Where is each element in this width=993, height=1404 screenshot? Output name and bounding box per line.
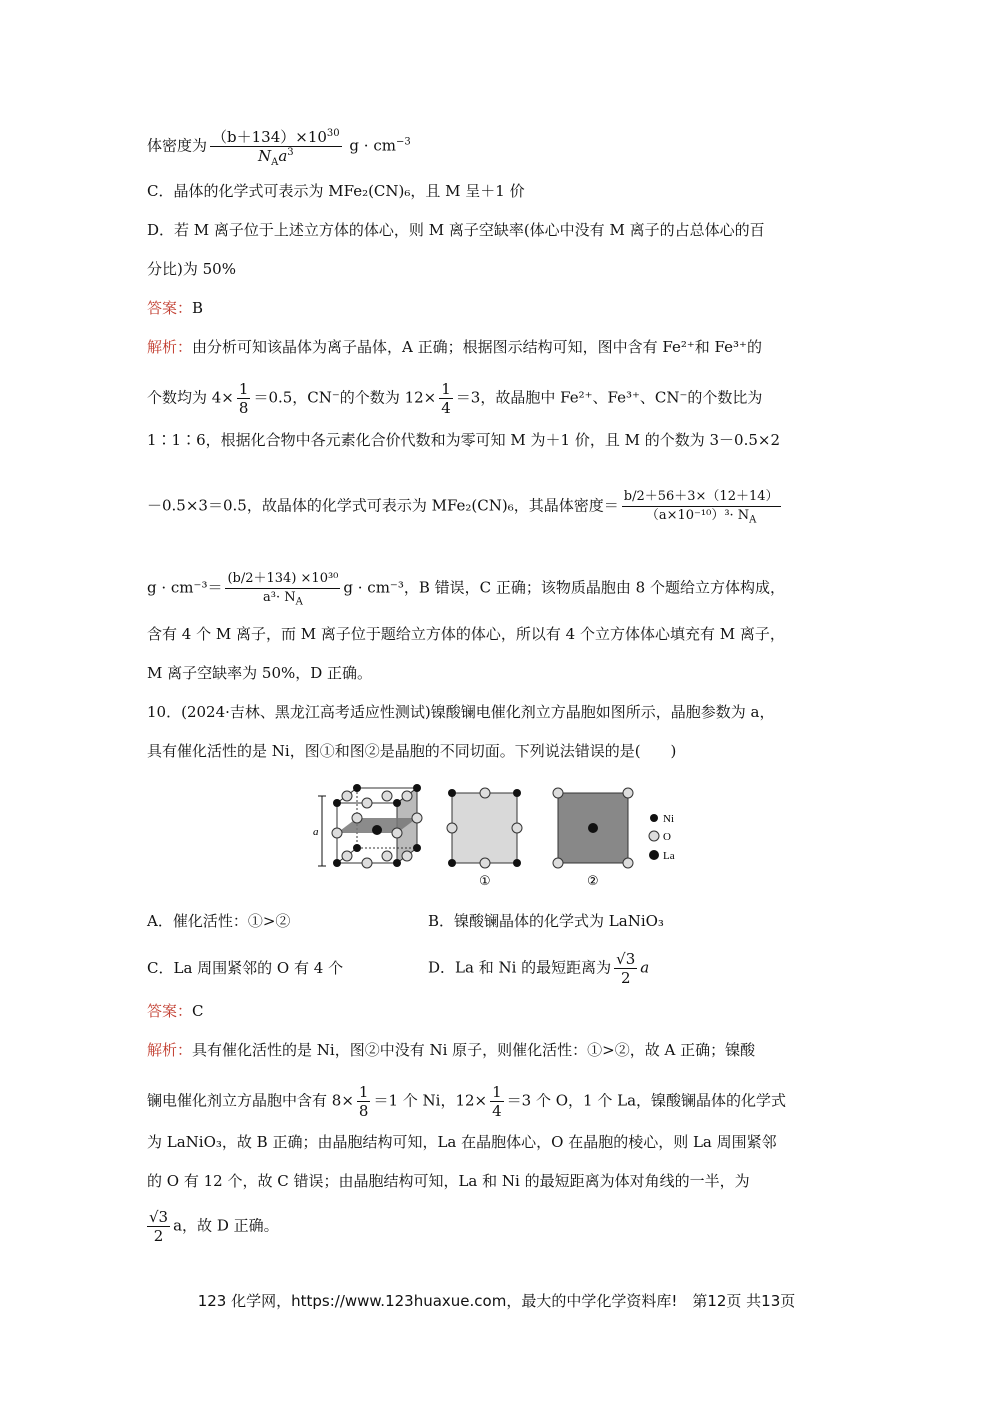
- option-c2: C．La 周围紧邻的 O 有 4 个: [147, 959, 344, 977]
- denominator: 2: [620, 969, 631, 987]
- analysis-label: 解析：: [147, 338, 193, 356]
- answer-line: [147, 298, 853, 318]
- numerator: （b＋134）×10: [212, 128, 327, 146]
- text: 体密度为: [147, 136, 208, 155]
- analysis-line5: [147, 570, 853, 607]
- line-density: [147, 128, 853, 168]
- fraction: [225, 570, 340, 607]
- text: ＝3 个 O，1 个 La，镍酸镧晶体的化学式: [506, 1091, 787, 1110]
- numerator: √3: [149, 1208, 169, 1226]
- answer-label: 答案：: [147, 1002, 193, 1020]
- option-a: A．催化活性：①>②: [147, 912, 291, 930]
- analysis2-line2: [147, 1083, 853, 1120]
- denominator-var: a: [278, 147, 288, 165]
- section-1-label: ①: [479, 874, 491, 889]
- analysis-line3: 1∶1∶6，根据化合物中各元素化合价代数和为零可知 M 为＋1 价，且 M 的个数为 3－0.5×2: [147, 431, 781, 449]
- page-footer: 123 化学网，https://www.123huaxue.com，最大的中学化学资料库! 第12页 共13页: [197, 1292, 796, 1310]
- analysis-line7: M 离子空缺率为 50%，D 正确。: [147, 664, 373, 682]
- option-d-line1: D．若 M 离子位于上述立方体的体心，则 M 离子空缺率(体心中没有 M 离子的占总体心的百: [147, 221, 765, 239]
- text: D．La 和 Ni 的最短距离为: [428, 958, 612, 977]
- fraction: [237, 380, 251, 417]
- legend-la: La: [663, 850, 675, 862]
- text: －0.5×3＝0.5，故晶体的化学式可表示为 MFe₂(CN)₆，其晶体密度＝: [147, 496, 619, 515]
- analysis-line1: [147, 337, 853, 357]
- unit-cell-3d: [313, 784, 422, 868]
- denominator: 2: [153, 1227, 164, 1245]
- text: g · cm⁻³＝: [147, 578, 223, 597]
- option-d2: [428, 950, 649, 987]
- denominator: N: [257, 147, 272, 165]
- superscript: 3: [287, 147, 294, 158]
- analysis-line2: [147, 380, 853, 417]
- legend-ni: Ni: [663, 813, 674, 825]
- option-c: C．晶体的化学式可表示为 MFe₂(CN)₆，且 M 呈＋1 价: [147, 182, 525, 200]
- answer-label: 答案：: [147, 299, 193, 317]
- text: 由分析可知该晶体为离子晶体，A 正确；根据图示结构可知，图中含有 Fe²⁺和 Fe³⁺的: [192, 338, 762, 356]
- crystal-cell-figure: [310, 778, 690, 893]
- answer-value: C: [192, 1002, 204, 1020]
- analysis-line6: 含有 4 个 M 离子，而 M 离子位于题给立方体的体心，所以有 4 个立方体体心填充有 M 离子，: [147, 625, 785, 643]
- numerator: (b/2＋134) ×10³⁰: [225, 570, 340, 589]
- analysis2-line3: 为 LaNiO₃，故 B 正确；由晶胞结构可知，La 在晶胞体心，O 在晶胞的棱心，则 La 周围紧邻: [147, 1133, 777, 1151]
- numerator: 1: [492, 1083, 502, 1101]
- section-2: [553, 788, 633, 889]
- subscript: A: [295, 596, 303, 608]
- fraction: [210, 128, 342, 168]
- answer-value: B: [192, 299, 204, 317]
- denominator: （a×10⁻¹⁰）³· N: [645, 508, 750, 523]
- analysis-line4: [147, 488, 853, 525]
- numerator: 1: [238, 380, 249, 398]
- analysis-label: 解析：: [147, 1041, 193, 1059]
- question-10-line2: 具有催化活性的是 Ni，图①和图②是晶胞的不同切面。下列说法错误的是( ): [147, 742, 677, 760]
- edge-label: a: [313, 826, 319, 838]
- text: ＝1 个 Ni，12×: [373, 1091, 488, 1110]
- analysis2-line1: [147, 1040, 853, 1060]
- legend: [649, 813, 675, 862]
- text: 个数均为 4×: [147, 388, 234, 407]
- text: ＝0.5，CN⁻的个数为 12×: [253, 388, 437, 407]
- variable: a: [640, 958, 650, 977]
- superscript: −3: [395, 136, 411, 148]
- question-10-line1: 10．(2024·吉林、黑龙江高考适应性测试)镍酸镧电催化剂立方晶胞如图所示，晶胞参数为 a，: [147, 703, 775, 721]
- answer-line-2: [147, 1001, 853, 1021]
- numerator: √3: [616, 950, 636, 968]
- numerator: b/2＋56＋3×（12＋14）: [622, 488, 781, 507]
- denominator: 4: [492, 1102, 502, 1120]
- fraction: [147, 1208, 170, 1245]
- fraction: [439, 380, 453, 417]
- option-b: B．镍酸镧晶体的化学式为 LaNiO₃: [428, 912, 664, 930]
- denominator: 8: [238, 399, 249, 417]
- text: g · cm⁻³，B 错误，C 正确；该物质晶胞由 8 个题给立方体构成，: [343, 578, 785, 597]
- denominator: 4: [441, 399, 451, 417]
- numerator: 1: [358, 1083, 369, 1101]
- section-1: [447, 788, 522, 889]
- text: 具有催化活性的是 Ni，图②中没有 Ni 原子，则催化活性：①>②，故 A 正确；镍酸: [192, 1041, 756, 1059]
- analysis2-line4: 的 O 有 12 个，故 C 错误；由晶胞结构可知，La 和 Ni 的最短距离为体对角线的一半，为: [147, 1172, 750, 1190]
- subscript: A: [271, 157, 279, 168]
- fraction: [490, 1083, 504, 1120]
- fraction: [622, 488, 781, 525]
- superscript: 30: [326, 128, 340, 139]
- denominator: a³· N: [263, 590, 296, 605]
- text: 镧电催化剂立方晶胞中含有 8×: [147, 1091, 354, 1110]
- section-2-label: ②: [587, 874, 599, 889]
- subscript: A: [749, 514, 757, 526]
- denominator: 8: [358, 1102, 369, 1120]
- analysis2-line5: [147, 1208, 853, 1245]
- numerator: 1: [441, 380, 451, 398]
- unit: g · cm: [349, 136, 396, 155]
- legend-o: O: [663, 831, 671, 843]
- option-d-line2: 分比)为 50%: [147, 260, 236, 278]
- text: a，故 D 正确。: [173, 1216, 279, 1235]
- fraction: [357, 1083, 371, 1120]
- fraction: [614, 950, 637, 987]
- text: ＝3，故晶胞中 Fe²⁺、Fe³⁺、CN⁻的个数比为: [455, 388, 763, 407]
